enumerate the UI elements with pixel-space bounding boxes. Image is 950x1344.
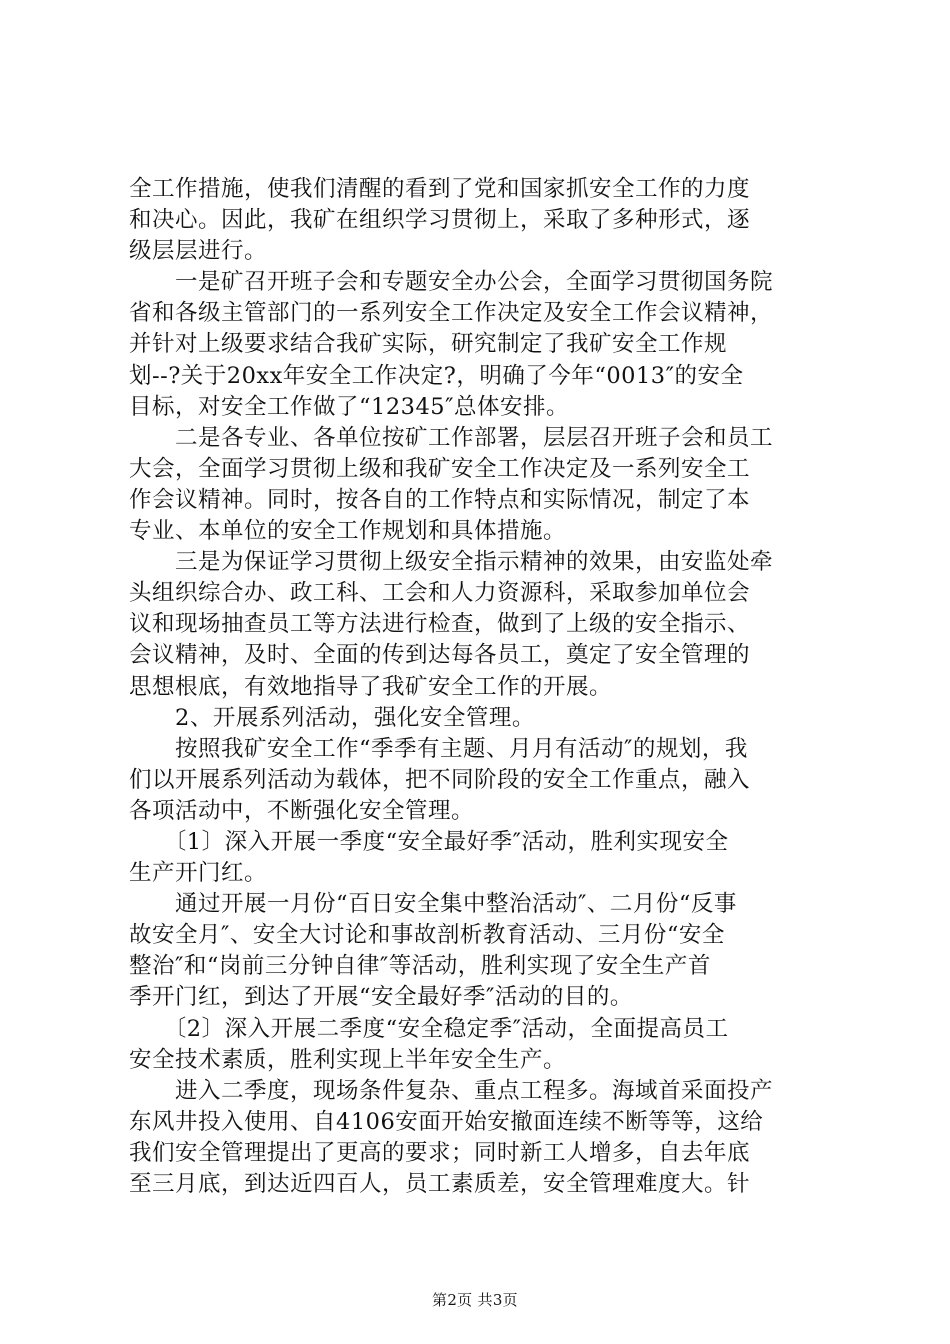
text-line: 们以开展系列活动为载体，把不同阶段的安全工作重点，融入 <box>129 766 751 793</box>
text-line: 作会议精神。同时，按各自的工作特点和实际情况，制定了本 <box>129 486 751 513</box>
text-line: 二是各专业、各单位按矿工作部署，层层召开班子会和员工 <box>129 424 774 451</box>
text-line: 一是矿召开班子会和专题安全办公会，全面学习贯彻国务院 <box>129 269 774 296</box>
text-line: 大会，全面学习贯彻上级和我矿安全工作决定及一系列安全工 <box>129 455 751 482</box>
page-footer: 第2页 共3页 <box>432 1291 518 1309</box>
text-line: 级层层进行。 <box>129 238 268 265</box>
text-line: 议和现场抽查员工等方法进行检查，做到了上级的安全指示、 <box>129 611 751 638</box>
text-line: 通过开展一月份“百日安全集中整治活动″、二月份“反事 <box>129 891 737 918</box>
text-line: 进入二季度，现场条件复杂、重点工程多。海域首采面投产 <box>129 1077 774 1104</box>
text-line: 按照我矿安全工作“季季有主题、月月有活动″的规划，我 <box>129 735 748 762</box>
text-line: 至三月底，到达近四百人，员工素质差，安全管理难度大。针 <box>129 1171 751 1197</box>
text-line: 并针对上级要求结合我矿实际，研究制定了我矿安全工作规 <box>129 331 728 358</box>
text-line: 2、开展系列活动，强化安全管理。 <box>129 704 535 731</box>
text-line: 和决心。因此，我矿在组织学习贯彻上，采取了多种形式，逐 <box>129 207 751 234</box>
text-line: 划--?关于20xx年安全工作决定?，明确了今年“0013″的安全 <box>129 362 744 389</box>
text-line: 省和各级主管部门的一系列安全工作决定及安全工作会议精神， <box>129 300 774 327</box>
text-line: 头组织综合办、政工科、工会和人力资源科，采取参加单位会 <box>129 580 751 607</box>
text-line: 生产开门红。 <box>129 860 268 887</box>
document-body <box>129 174 829 1200</box>
text-line: 我们安全管理提出了更高的要求；同时新工人增多，自去年底 <box>129 1139 751 1166</box>
text-line: 思想根底，有效地指导了我矿安全工作的开展。 <box>129 673 613 700</box>
text-line: 各项活动中，不断强化安全管理。 <box>129 797 475 824</box>
text-line: 安全技术素质，胜利实现上半年安全生产。 <box>129 1046 567 1073</box>
text-line: 会议精神，及时、全面的传到达每各员工，奠定了安全管理的 <box>129 642 751 669</box>
text-line: 全工作措施，使我们清醒的看到了党和国家抓安全工作的力度 <box>129 176 751 202</box>
text-line: 专业、本单位的安全工作规划和具体措施。 <box>129 518 567 545</box>
text-line: 整治″和“岗前三分钟自律″等活动，胜利实现了安全生产首 <box>129 953 711 980</box>
text-line: 目标，对安全工作做了“12345″总体安排。 <box>129 393 569 420</box>
text-line: 〔1〕深入开展一季度“安全最好季″活动，胜利实现安全 <box>129 828 729 855</box>
text-line: 三是为保证学习贯彻上级安全指示精神的效果，由安监处牵 <box>129 549 774 576</box>
text-line: 〔2〕深入开展二季度“安全稳定季″活动，全面提高员工 <box>129 1015 729 1042</box>
text-line: 故安全月″、安全大讨论和事故剖析教育活动、三月份“安全 <box>129 922 725 949</box>
text-line: 东风井投入使用、自4106安面开始安撤面连续不断等等，这给 <box>129 1108 764 1135</box>
text-line: 季开门红，到达了开展“安全最好季″活动的目的。 <box>129 984 633 1011</box>
